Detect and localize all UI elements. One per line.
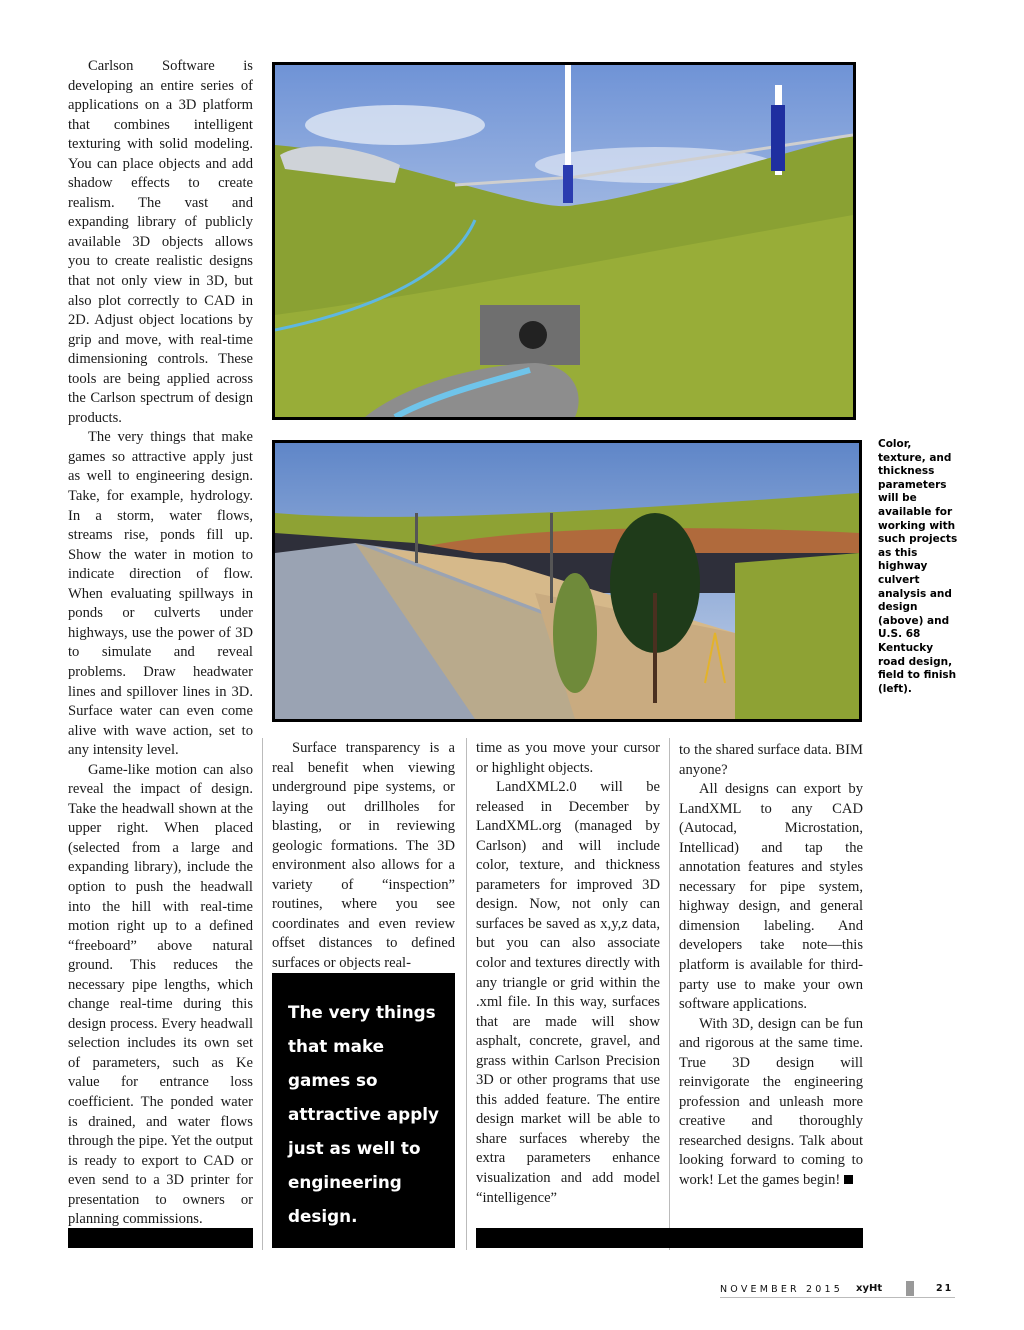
article-column-3 xyxy=(476,739,660,1208)
image-caption: Color, texture, and thickness parameters will be available for working with such projects as this highway culvert analysis and design (above) and U.S. 68 Kentucky road design, field to finish (left). xyxy=(878,438,958,695)
column-rule xyxy=(466,738,467,1250)
column-rule xyxy=(262,738,263,1250)
footer-month: NOVEMBER 2015 xyxy=(720,1284,844,1295)
paragraph: LandXML2.0 will be released in December by LandXML.org (managed by Carlson) and will include color, texture, and thickness parameters for improved 3D design. Now, not only can surfaces be saved as x,y,z data, but you can also associate color and textures directly with any triangle or grid within the .xml file. In this way, surfaces that are made will show asphalt, concrete, gravel, and grass within Carlson Precision 3D or other programs that use this added feature. The entire design market will be able to share surfaces whereby the extra parameters enhance visualization and add model “intelligence” xyxy=(476,779,660,1206)
road-render-icon xyxy=(275,443,859,719)
paragraph xyxy=(679,1015,863,1191)
article-column-1 xyxy=(68,57,253,1230)
paragraph: The very things that make games so attractive apply just as well to engineering design. Take, for example, hydrology. In a storm, water flows, streams rise, ponds fill up. Show the water in motion to indicate direction of flow. When evaluating spillways in ponds or culverts under highways, use the power of 3D to simulate and reveal problems. Draw headwater lines and spillover lines in 3D. Surface water can even come alive with wave action, set to any intensity level. xyxy=(68,429,253,759)
paragraph: Carlson Software is developing an entire series of applications on a 3D platform that combines intelligent texturing with solid modeling. You can place objects and add shadow effects to create realism. The vast and expanding library of publicly available 3D objects allows you to create realistic designs that not only view in 3D, but also plot correctly to CAD in 2D. Adjust object locations by grip and move, with real-time dimensioning controls. These tools are being applied across the Carlson spectrum of design products. xyxy=(68,58,253,426)
footer-rule xyxy=(720,1297,955,1298)
highway-culvert-image xyxy=(272,62,856,420)
paragraph: Surface transparency is a real benefit when viewing underground pipe systems, or laying out drillholes for blasting, or in reviewing geologic formations. The 3D environment also allows for a variety of “inspection” routines, where you see coordinates and even review offset distances to defined surfaces or objects real- xyxy=(272,740,455,972)
footer-magazine: xyHt xyxy=(856,1283,883,1294)
page-number: 21 xyxy=(936,1283,954,1294)
paragraph: time as you move your cursor or highlight objects. xyxy=(476,740,660,776)
paragraph-text: With 3D, design can be fun and rigorous at the same time. True 3D design will reinvigorate the engineering profession and unleash more creative and thoroughly researched designs. Talk about looking forward to coming to work! Let the games begin! xyxy=(679,1015,863,1189)
culvert-render-icon xyxy=(275,65,853,417)
column-rule xyxy=(669,738,670,1250)
article-column-2 xyxy=(272,739,455,974)
pull-quote: The very things that make games so attractive apply just as well to engineering design. xyxy=(272,973,455,1248)
paragraph: All designs can export by LandXML to any CAD (Autocad, Microstation, Intellicad) and tap the annotation features and styles necessary for pipe system, highway design, and general dimension labeling. And developers take note—this platform is available for third-party use to make your own software applications. xyxy=(679,781,863,1013)
bottom-bar xyxy=(68,1228,253,1248)
paragraph: Game-like motion can also reveal the impact of design. Take the headwall shown at the upper right. When placed (selected from a large and expanding library), include the option to push the headwall into the hill with real-time motion right up to a defined “freeboard” above natural ground. This reduces the necessary pipe lengths, which change real-time during this design process. Every headwall selection includes its own set of parameters, such as Ke value for entrance loss coefficient. The ponded water is drained, and water flows through the pipe. Yet the output is ready to export to CAD or even send to a 3D printer for presentation to owners or planning commissions. xyxy=(68,761,253,1228)
road-design-image xyxy=(272,440,862,722)
article-column-4 xyxy=(679,741,863,1191)
footer-square-icon xyxy=(906,1281,914,1296)
bottom-bar xyxy=(476,1228,863,1248)
page-footer xyxy=(720,1281,955,1299)
paragraph: to the shared surface data. BIM anyone? xyxy=(679,742,863,778)
end-mark-icon xyxy=(844,1175,853,1184)
